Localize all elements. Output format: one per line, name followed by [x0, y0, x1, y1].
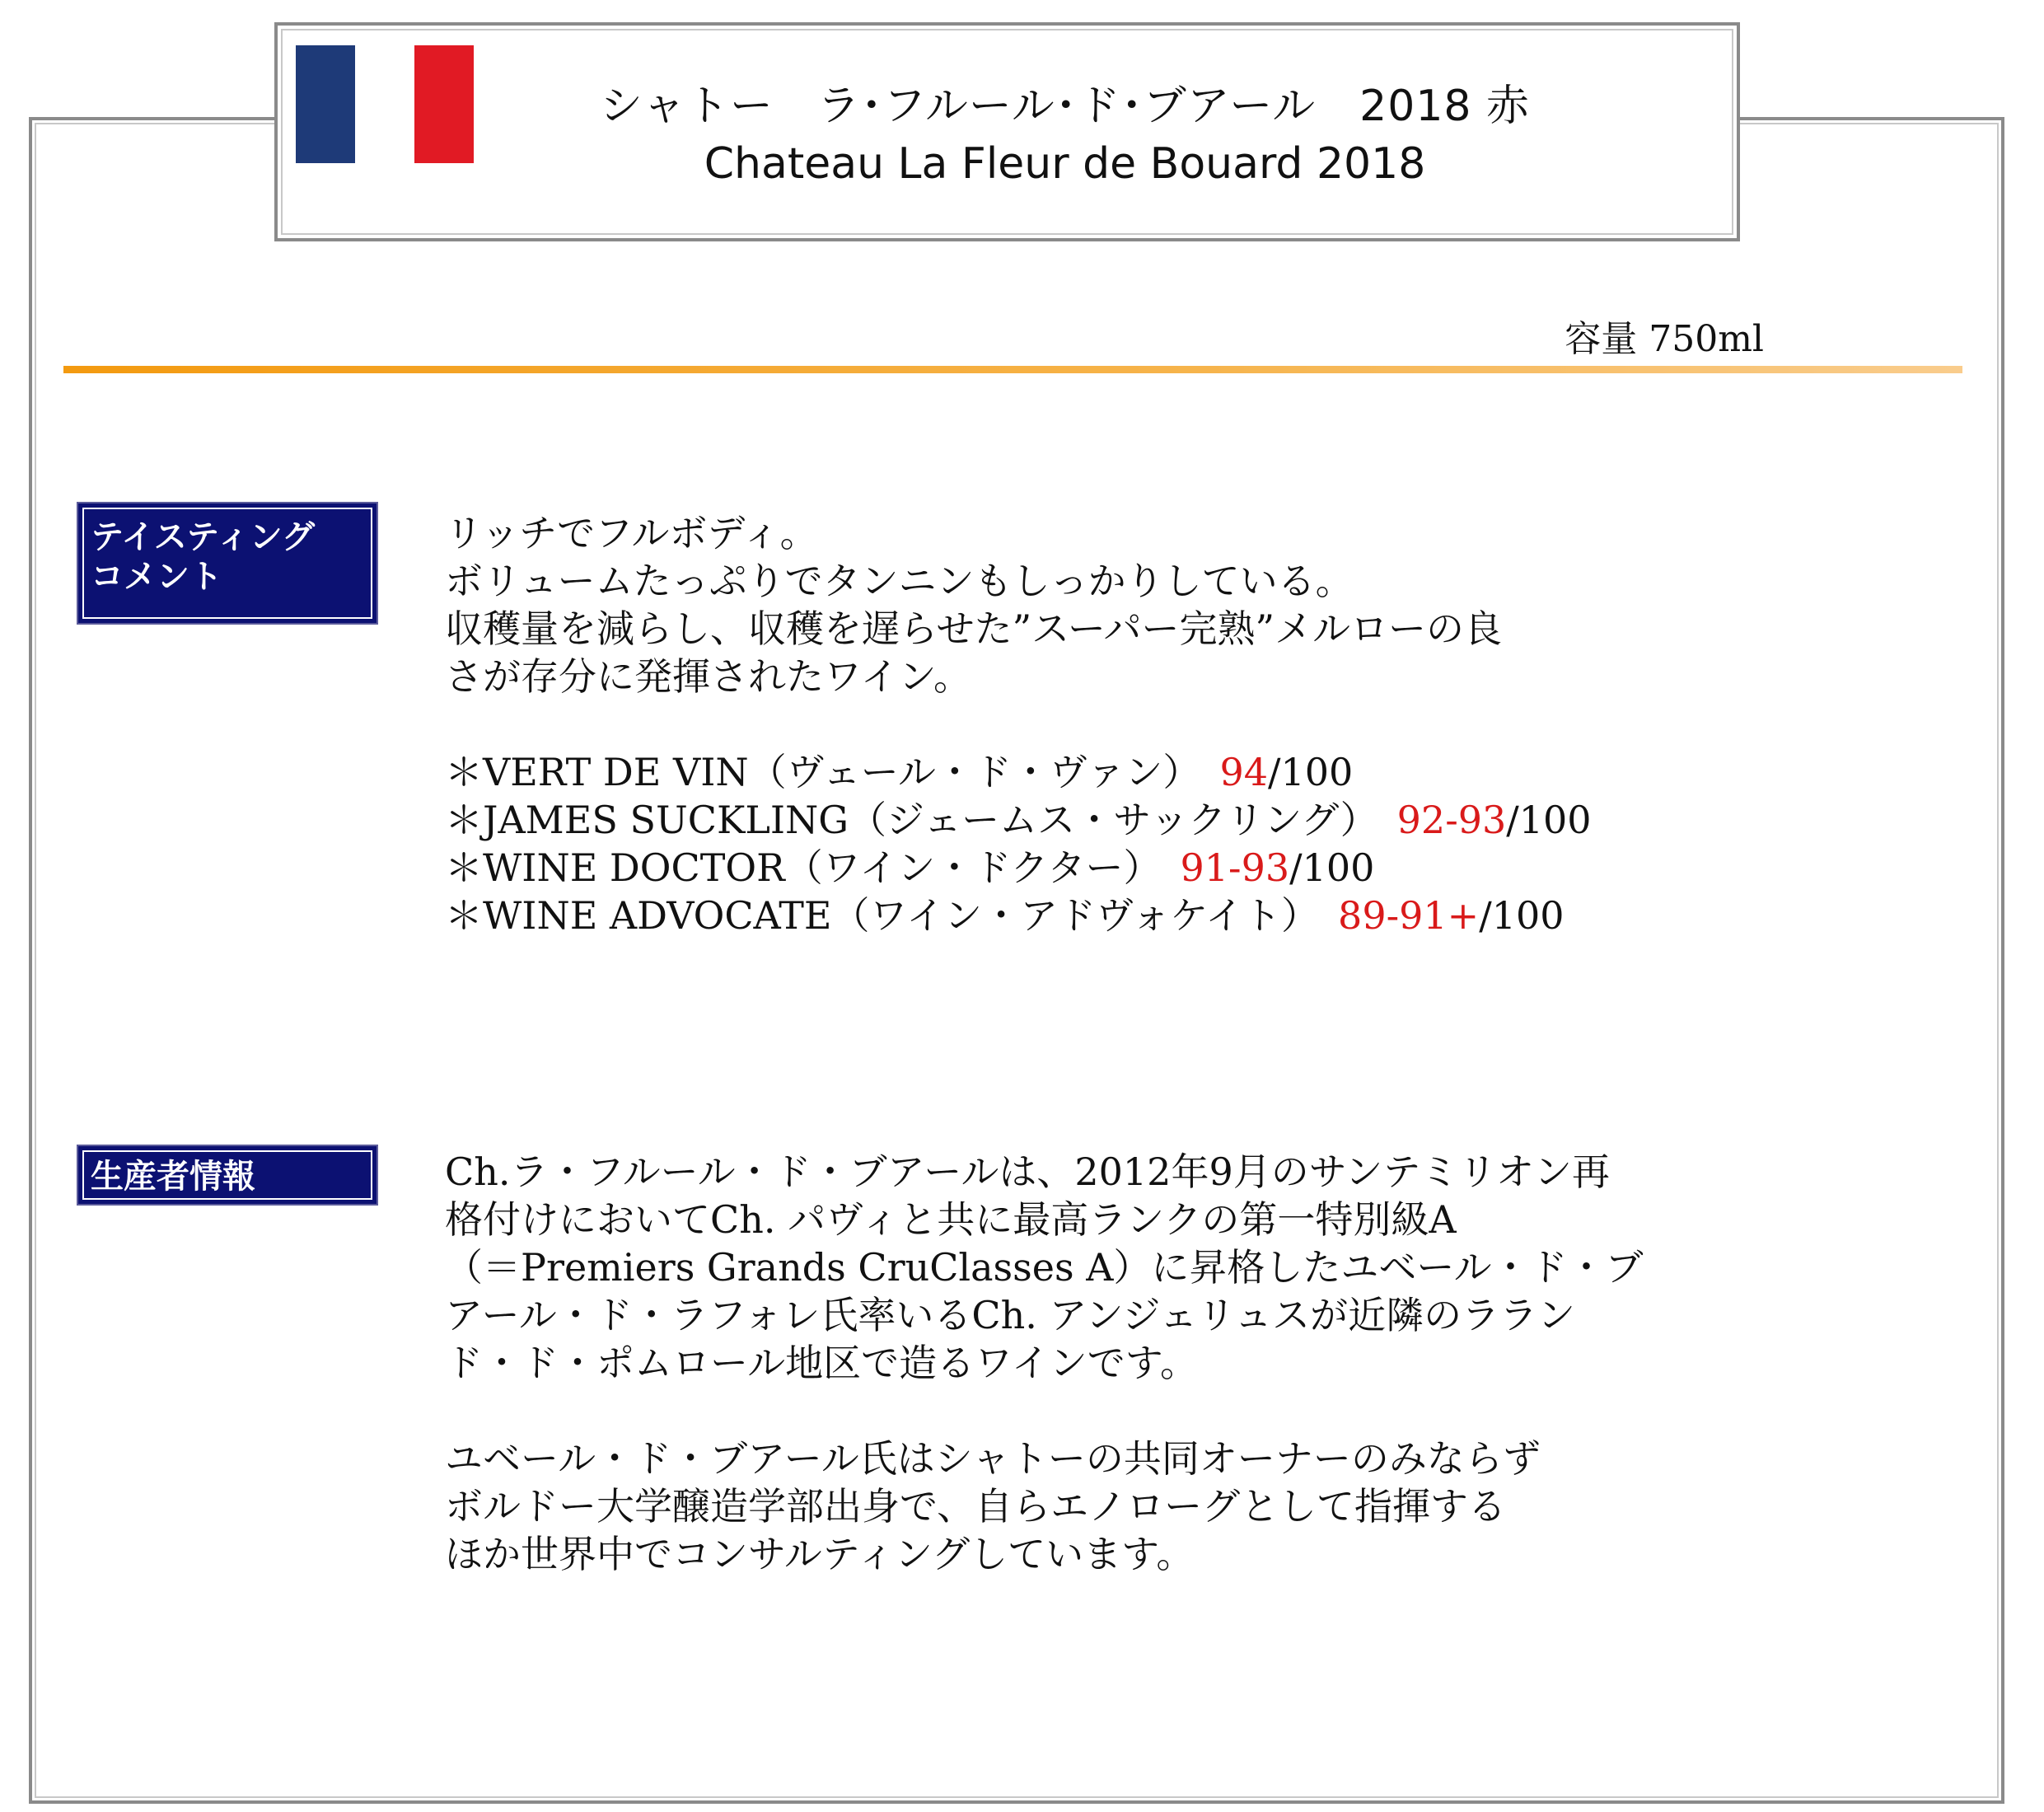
tasting-label-line1: テイスティング: [91, 518, 315, 556]
tasting-line: ボリュームたっぷりでタンニンもしっかりしている。: [445, 559, 1354, 603]
orange-divider: [63, 366, 1962, 373]
producer-info-label: 生産者情報: [78, 1146, 377, 1204]
rating-row: [445, 844, 1592, 892]
rating-name: ＊VERT DE VIN（ヴェール・ド・ヴァン）: [445, 750, 1220, 794]
rating-score: 94: [1219, 750, 1268, 794]
tasting-comment-body: [445, 509, 1592, 939]
producer-line: （＝Premiers Grands CruClasses A）に昇格したユベール・ド・ブ: [445, 1245, 1644, 1290]
wine-title-english: Chateau La Fleur de Bouard 2018: [704, 139, 1426, 189]
tasting-label-line2: コメント: [91, 558, 222, 596]
tasting-line: リッチでフルボディ。: [445, 511, 818, 555]
title-box: [274, 22, 1740, 241]
producer-line: ユベール・ド・ブアール氏はシャトーの共同オーナーのみならず: [445, 1436, 1541, 1481]
rating-row: [445, 748, 1592, 796]
producer-info-body: [445, 1148, 1644, 1578]
rating-name: ＊JAMES SUCKLING（ジェームス・サックリング）: [445, 798, 1397, 842]
rating-name: ＊WINE DOCTOR（ワイン・ドクター）: [445, 845, 1181, 890]
producer-line: Ch.ラ・フルール・ド・ブアールは、2012年9月のサンテミリオン再: [445, 1149, 1610, 1194]
rating-max: /100: [1479, 893, 1565, 938]
rating-row: [445, 796, 1592, 844]
rating-max: /100: [1267, 750, 1354, 794]
volume-label: 容量 750ml: [1565, 318, 1764, 360]
rating-score: 91-93: [1180, 845, 1290, 890]
producer-line: ド・ド・ポムロール地区で造るワインです。: [445, 1341, 1199, 1385]
producer-line: 格付けにおいてCh. パヴィと共に最高ランクの第一特別級A: [445, 1197, 1457, 1242]
rating-row: [445, 892, 1592, 939]
producer-line: ボルドー大学醸造学部出身で、自らエノローグとして指揮する: [445, 1484, 1506, 1529]
tasting-comment-label: [78, 503, 377, 623]
rating-score: 92-93: [1396, 798, 1507, 842]
rating-score: 89-91+: [1338, 893, 1480, 938]
producer-line: アール・ド・ラフォレ氏率いるCh. アンジェリュスが近隣のララン: [445, 1293, 1576, 1337]
rating-name: ＊WINE ADVOCATE（ワイン・アドヴォケイト）: [445, 893, 1339, 938]
tasting-line: 収穫量を減らし、収穫を遅らせた”スーパー完熟”メルローの良: [445, 606, 1503, 651]
tasting-line: さが存分に発揮されたワイン。: [445, 654, 971, 699]
wine-title-japanese: シャトー ラ･フルール･ド･ブアール 2018 赤: [599, 82, 1531, 131]
rating-max: /100: [1506, 798, 1592, 842]
producer-line: ほか世界中でコンサルティングしています。: [445, 1532, 1195, 1576]
rating-max: /100: [1289, 845, 1375, 890]
